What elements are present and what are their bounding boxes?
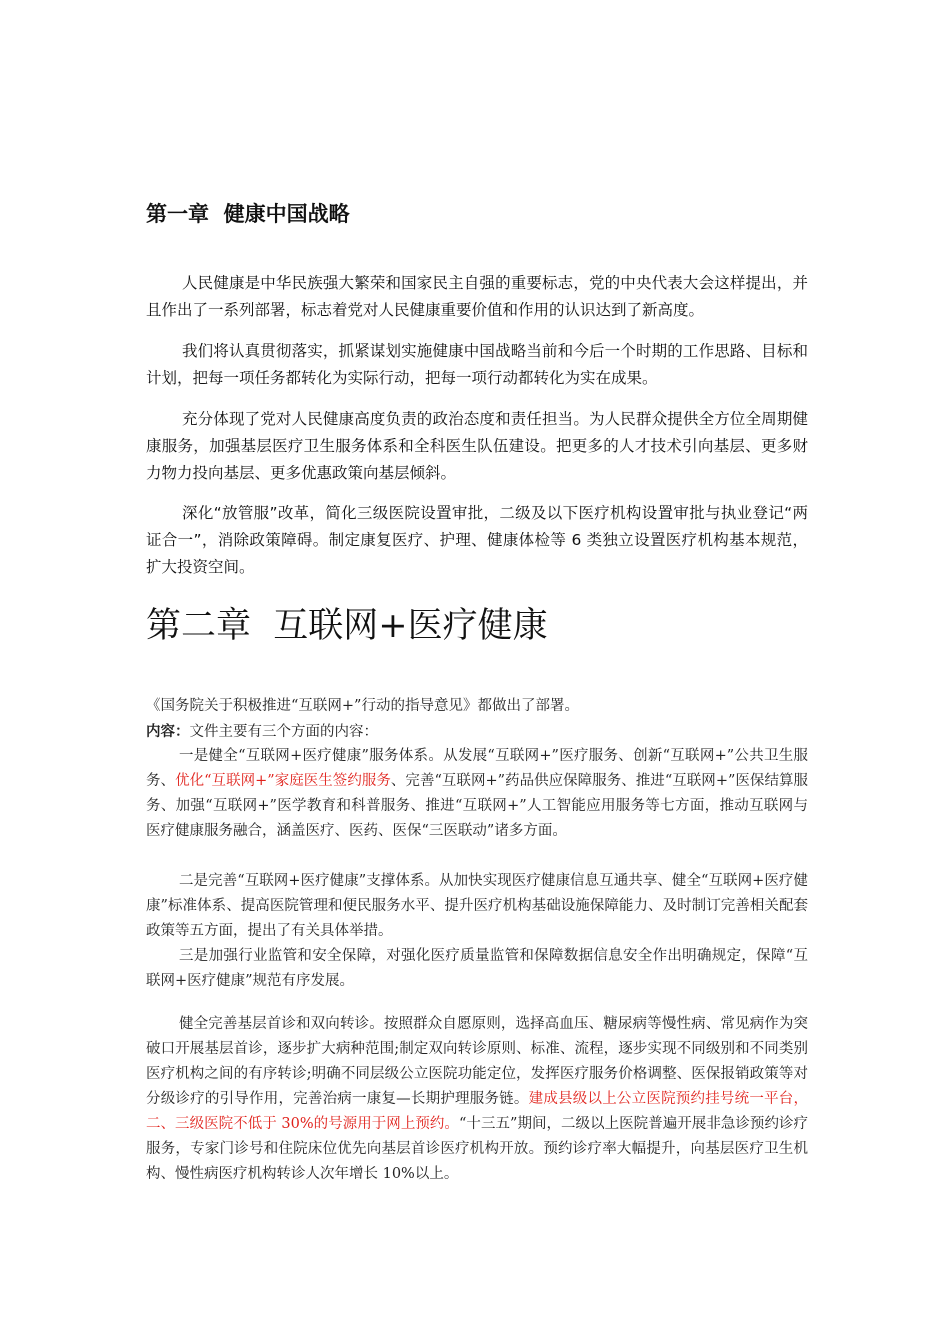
chapter1-paragraph-4: 深化“放管服”改革，简化三级医院设置审批，二级及以下医疗机构设置审批与执业登记“两证合一”，消除政策障碍。制定康复医疗、护理、健康体检等 6 类独立设置医疗机构基本规范，扩大投资空间。	[146, 504, 808, 576]
chapter2-content-line	[146, 719, 808, 745]
chapter2-title: 第二章 互联网+医疗健康	[146, 606, 548, 646]
referral-text-b: “十三五”期间，二级以上医院普遍开展非急诊预约诊疗服务，专家门诊号和住院床位优先向基层首诊医疗机构开放。预约诊疗率大幅提升，向基层医疗卫生机构、慢性病医疗机构转诊人次年增长 10%以上。	[146, 1116, 809, 1182]
chapter2-item-1	[146, 744, 808, 844]
chapter2-paragraph-referral	[146, 1012, 808, 1187]
chapter2-item-3: 三是加强行业监管和安全保障，对强化医疗质量监管和保障数据信息安全作出明确规定，保障“互联网+医疗健康”规范有序发展。	[146, 948, 808, 989]
chapter1-paragraph-2: 我们将认真贯彻落实，抓紧谋划实施健康中国战略当前和今后一个时期的工作思路、目标和计划，把每一项任务都转化为实际行动，把每一项行动都转化为实在成果。	[146, 342, 808, 387]
referral-text-a: 健全完善基层首诊和双向转诊。按照群众自愿原则，选择高血压、糖尿病等慢性病、常见病作为突破口开展基层首诊，逐步扩大病种范围;制定双向转诊原则、标准、流程，逐步实现不同级别和不同类别医疗机构之间的有序转诊;明确不同层级公立医院功能定位，发挥医疗服务价格调整、医保报销政策等对分级诊疗的引导作用，完善治病一康复—长期护理服务链。	[146, 1016, 808, 1107]
chapter1-paragraph-1: 人民健康是中华民族强大繁荣和国家民主自强的重要标志，党的中央代表大会这样提出，并且作出了一系列部署，标志着党对人民健康重要价值和作用的认识达到了新高度。	[146, 274, 808, 319]
referral-highlight: 建成县级以上公立医院预约挂号统一平台，二、三级医院不低于 30%的号源用于网上预约。	[146, 1091, 809, 1132]
chapter2-intro: 《国务院关于积极推进“互联网+”行动的指导意见》都做出了部署。	[146, 698, 579, 714]
content-label: 内容：	[146, 723, 190, 740]
item1-text-b: 、完善“互联网+”药品供应保障服务、推进“互联网+”医保结算服务、加强“互联网+”医学教育和科普服务、推进“互联网+”人工智能应用服务等七方面，推动互联网与医疗健康服务融合，涵盖医疗、医药、医保“三医联动”诸多方面。	[146, 773, 808, 839]
item1-text-a: 一是健全“互联网+医疗健康”服务体系。从发展“互联网+”医疗服务、创新“互联网+”公共卫生服务、	[146, 748, 808, 789]
content-text: 文件主要有三个方面的内容：	[189, 724, 378, 740]
chapter1-title: 第一章 健康中国战略	[146, 202, 350, 226]
chapter1-paragraph-3: 充分体现了党对人民健康高度负责的政治态度和责任担当。为人民群众提供全方位全周期健康服务，加强基层医疗卫生服务体系和全科医生队伍建设。把更多的人才技术引向基层、更多财力物力投向基层、更多优惠政策向基层倾斜。	[146, 410, 808, 482]
item1-highlight: 优化“互联网+”家庭医生签约服务	[175, 773, 391, 789]
chapter2-item-2: 二是完善“互联网+医疗健康”支撑体系。从加快实现医疗健康信息互通共享、健全“互联网+医疗健康”标准体系、提高医院管理和便民服务水平、提升医疗机构基础设施保障能力、及时制订完善相关配套政策等五方面，提出了有关具体举措。	[146, 873, 808, 939]
